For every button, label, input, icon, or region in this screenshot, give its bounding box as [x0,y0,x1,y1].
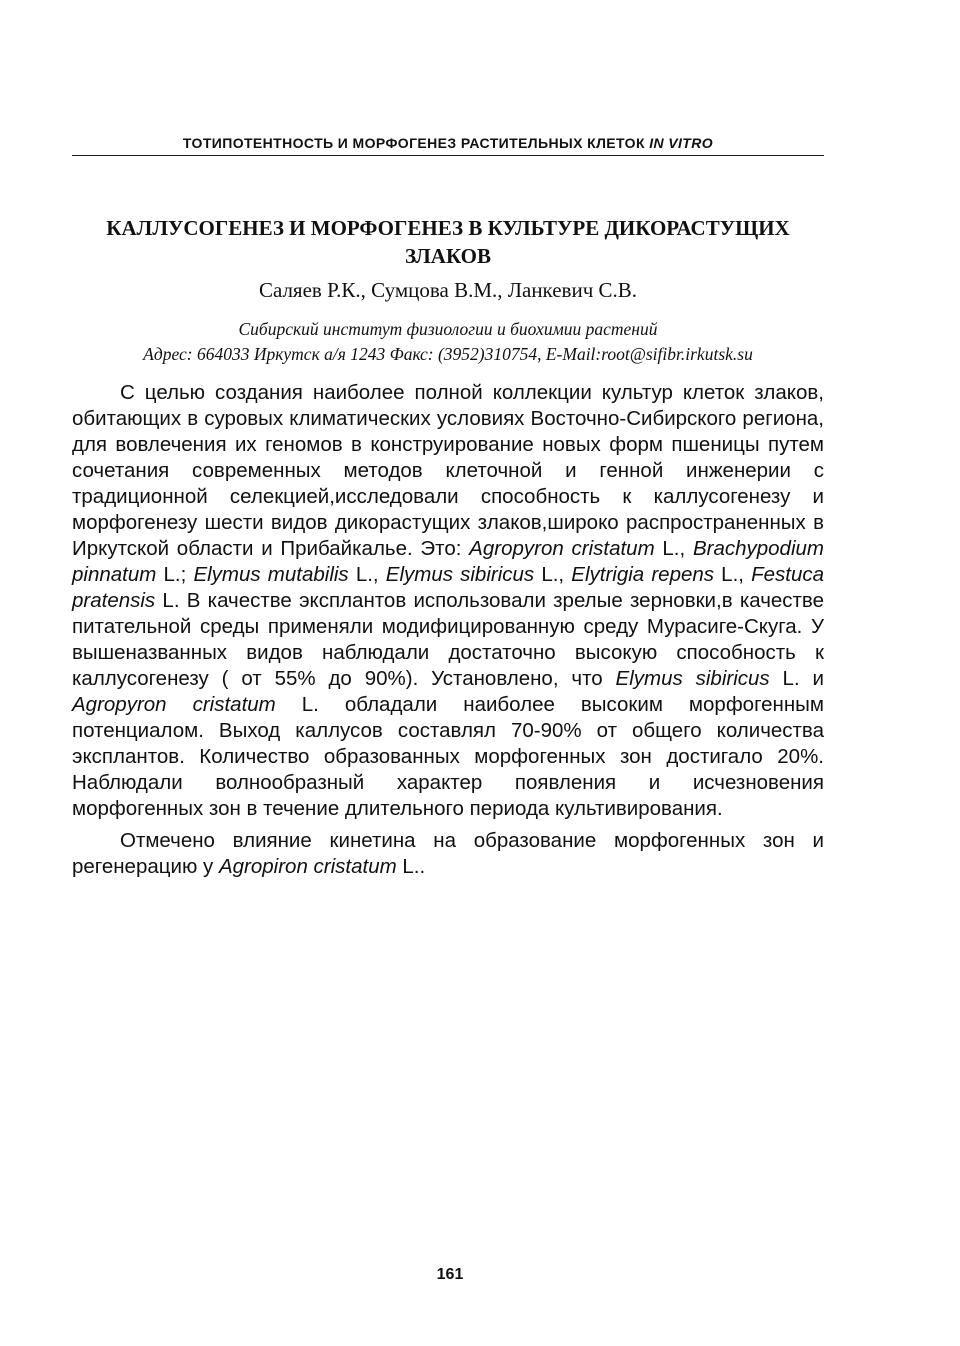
text-run: L., [534,563,572,586]
affiliation-institute: Сибирский институт физиологии и биохимии растений [238,319,658,339]
affiliation-address: Адрес: 664033 Иркутск а/я 1243 Факс: (3952)310754, E-Mail:root@sifibr.irkutsk.su [143,344,753,364]
text-run: С целью создания наиболее полной коллекции культур клеток злаков, обитающих в суровых климатических условиях Восточно-Сибирского региона, для вовлечения их геномов в конструирование новых форм пшеницы путем сочетания современных методов клеточной и генной инженерии с традиционной селекцией,исследовали способность к каллусогенезу и морфогенезу шести видов дикорастущих злаков,широко распространенных в Иркутской области и Прибайкалье. Это: [72,381,824,560]
text-run: L. и [769,667,824,690]
species-name: Festuca pratensis [72,563,825,612]
header-rule [72,155,824,156]
title-line-2: ЗЛАКОВ [404,244,492,268]
article-body [72,380,824,886]
species-name: Agropyron cristatum [72,693,276,716]
body-paragraph-1 [72,380,824,822]
running-header-italic: IN VITRO [649,135,714,151]
body-paragraph-2 [72,828,824,880]
species-name: Brachypodium pinnatum [72,537,824,586]
text-run: L. обладали наиболее высоким морфогенным потенциалом. Выход каллусов составлял 70-90% от общего количества эксплантов. Количество образованных морфогенных зон достигало 20%. Наблюдали волнообразный характер появления и исчезновения морфогенных зон в течение длительного периода культивирования. [72,693,824,820]
text-run: L., [714,563,752,586]
species-name: Elymus mutabilis [193,563,349,586]
species-name: Elytrigia repens [571,563,715,586]
running-header [72,135,824,151]
article-title [72,214,824,270]
text-run: L. В качестве эксплантов использовали зрелые зерновки,в качестве питательной среды применяли модифицированную среду Мурасиге-Скуга. У вышеназванных видов наблюдали достаточно высокую способность к каллусогенезу ( от 55% до 90%). Установлено, что [72,589,824,690]
title-line-1: КАЛЛУСОГЕНЕЗ И МОРФОГЕНЕЗ В КУЛЬТУРЕ ДИКОРАСТУЩИХ [106,216,790,240]
text-run: Отмечено влияние кинетина на образование морфогенных зон и регенерацию у [72,829,824,878]
text-run: L., [348,563,386,586]
text-run: L.; [156,563,194,586]
species-name: Agropiron cristatum [218,855,397,878]
running-header-text: ТОТИПОТЕНТНОСТЬ И МОРФОГЕНЕЗ РАСТИТЕЛЬНЫХ КЛЕТОК [182,135,645,151]
species-name: Elymus sibiricus [385,563,535,586]
species-name: Elymus sibiricus [615,667,770,690]
text-run: L., [654,537,693,560]
text-run: L.. [396,855,426,878]
authors: Саляев Р.К., Сумцова В.М., Ланкевич С.В. [258,278,638,302]
species-name: Agropyron cristatum [469,537,655,560]
page-number: 161 [436,1266,464,1283]
